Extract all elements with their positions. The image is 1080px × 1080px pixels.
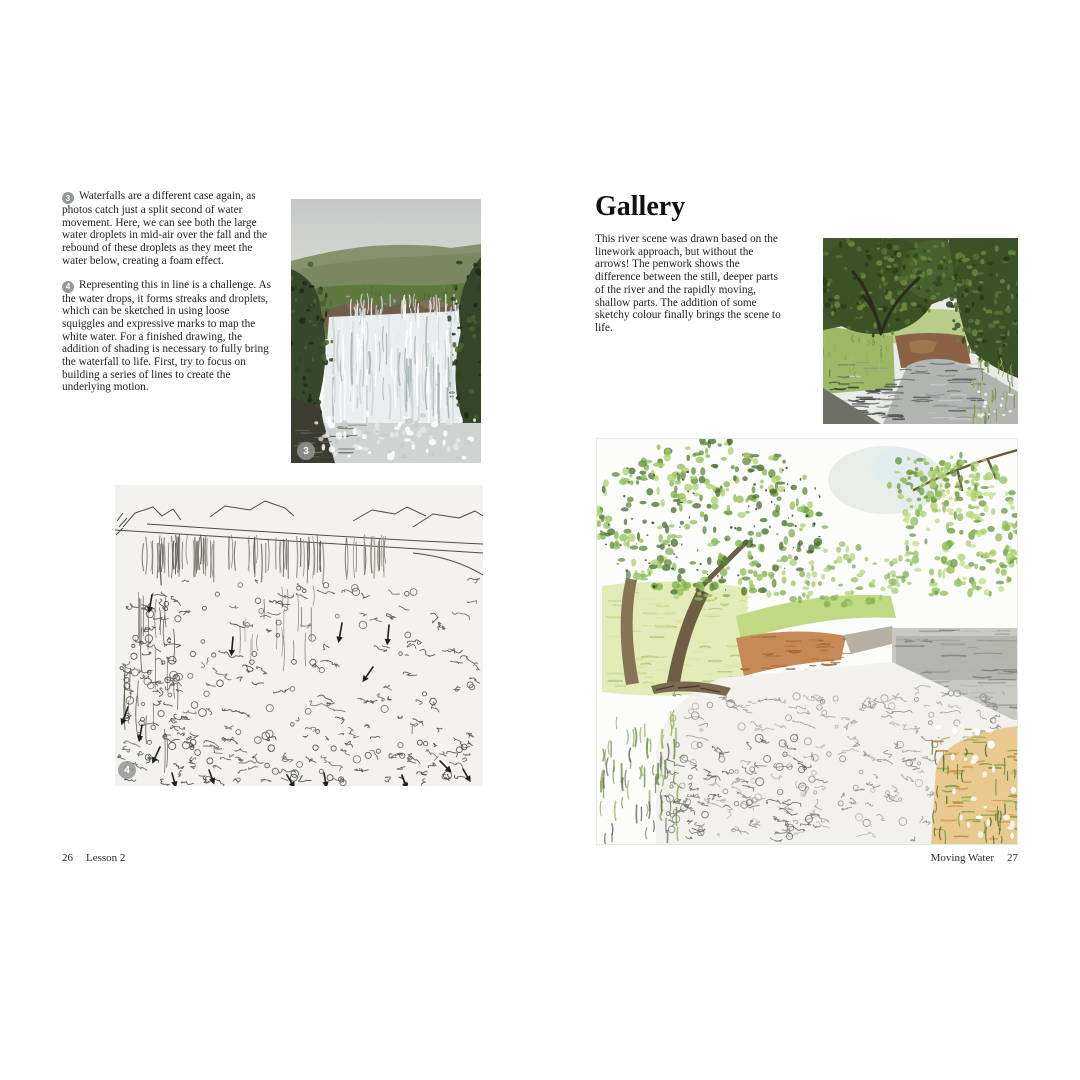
paragraph-text: Waterfalls are a different case again, as photos catch just a split second of water movement. Here, we can see both the large water droplets in mid-air over the fall and the rebound of these droplets as they meet the water below, creating a foam effect. — [62, 190, 268, 267]
river-photo-art — [823, 238, 1018, 424]
chapter-title-right: Moving Water — [930, 852, 994, 864]
chapter-title-left: Lesson 2 — [86, 852, 126, 864]
waterfall-photo-art — [291, 199, 481, 463]
page-number-left: 26 — [62, 852, 73, 864]
river-colour-sketch-art — [596, 438, 1018, 845]
waterfall-photo — [291, 199, 481, 463]
paragraph-text: Representing this in line is a challenge. As the water drops, it forms streaks and droplets, which can be sketched in using loose squiggles and expressive marks to map the white water. For a finished drawing, the addition of shading is necessary to fully bring the waterfall to life. First, try to focus on building a series of lines to create the underlying motion. — [62, 278, 272, 394]
waterfall-line-sketch — [115, 485, 483, 786]
left-text-column — [62, 190, 274, 405]
page-number-right: 27 — [1007, 852, 1018, 864]
footer-left — [62, 852, 125, 864]
paragraph-number-badge-3: 3 — [62, 192, 74, 204]
paragraph-representing — [62, 279, 274, 395]
paragraph-number-badge-4: 4 — [62, 281, 74, 293]
waterfall-line-sketch-art — [115, 485, 483, 786]
paragraph-waterfalls — [62, 190, 274, 268]
gallery-heading: Gallery — [595, 191, 686, 222]
gallery-paragraph: This river scene was drawn based on the linework approach, but without the arrows! The penwork shows the difference between the still, deeper parts of the river and the rapidly moving, shallow parts. The addition of some sketchy colour finally brings the scene to life. — [595, 233, 781, 334]
river-colour-sketch — [596, 438, 1018, 845]
figure-number-badge-4: 4 — [118, 761, 136, 779]
figure-number-badge-3: 3 — [297, 442, 315, 460]
river-photo — [823, 238, 1018, 424]
footer-right — [931, 852, 1018, 864]
